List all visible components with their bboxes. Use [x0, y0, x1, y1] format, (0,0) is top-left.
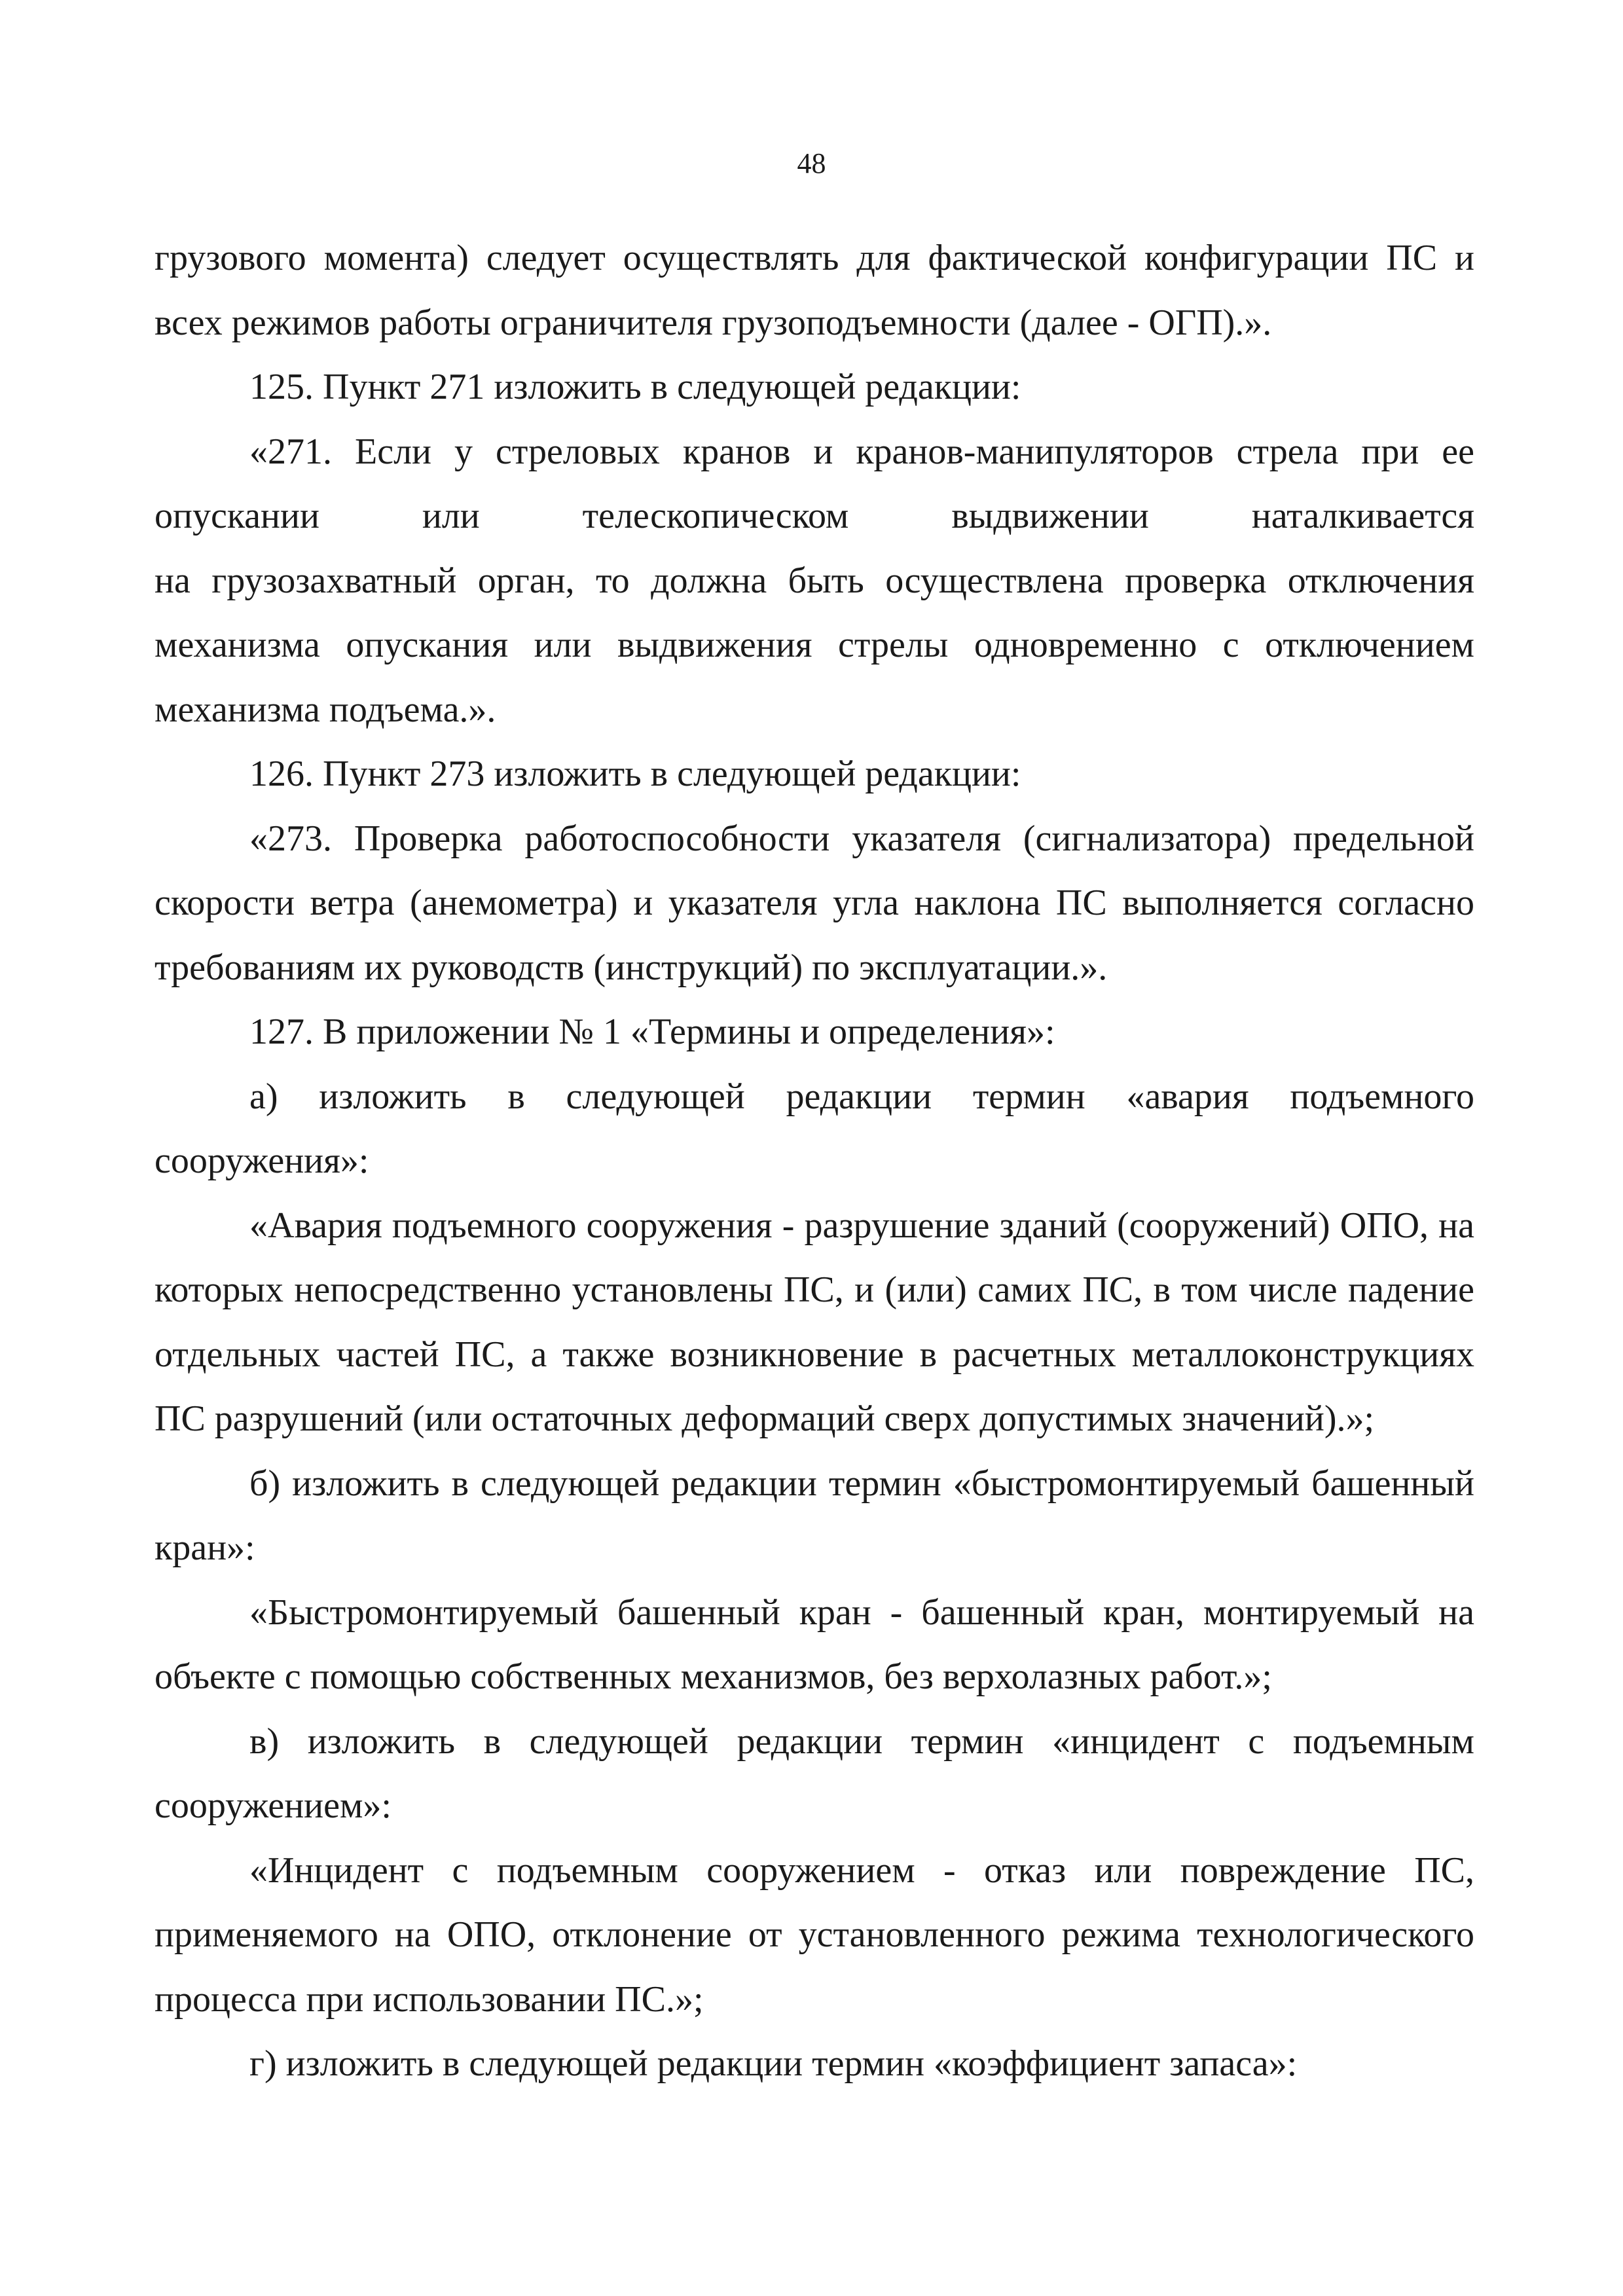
paragraph-definition-crane: «Быстромонтируемый башенный кран - башенный кран, монтируемый на объекте с помощью собственных механизмов, без верхолазных работ.»;: [155, 1592, 1474, 1697]
paragraph-definition-accident: «Авария подъемного сооружения - разрушение зданий (сооружений) ОПО, на которых непосредственно установлены ПС, и (или) самих ПС, в том числе падение отдельных частей ПС, а также возникновение в расчетных металлоконструкциях ПС разрушений (или остаточных деформаций сверх допустимых значений).»;: [155, 1205, 1474, 1439]
paragraph-quote-273: «273. Проверка работоспособности указателя (сигнализатора) предельной скорости ветра (анемометра) и указателя угла наклона ПС выполняется согласно требованиям их руководств (инструкций) по эксплуатации.».: [155, 818, 1474, 988]
paragraph-item-125: 125. Пункт 271 изложить в следующей редакции:: [249, 367, 1021, 407]
paragraph-quote-271-continued: на грузозахватный орган, то должна быть осуществлена проверка отключения механизма опускания или выдвижения стрелы одновременно с отключением механизма подъема.».: [155, 560, 1474, 730]
paragraph-continuation: грузового момента) следует осуществлять для фактической конфигурации ПС и всех режимов работы ограничителя грузоподъемности (далее - ОГП).».: [155, 238, 1474, 343]
paragraph-definition-incident: «Инцидент с подъемным сооружением - отказ или повреждение ПС, применяемого на ОПО, отклонение от установленного режима технологического процесса при использовании ПС.»;: [155, 1850, 1474, 2020]
page-number: 48: [797, 147, 826, 179]
paragraph-subitem-g: г) изложить в следующей редакции термин «коэффициент запаса»:: [249, 2043, 1298, 2084]
paragraph-quote-271: «271. Если у стреловых кранов и кранов-манипуляторов стрела при ее опускании или телескопическом выдвижении наталкивается: [155, 431, 1474, 536]
paragraph-subitem-b: б) изложить в следующей редакции термин «быстромонтируемый башенный кран»:: [155, 1463, 1474, 1568]
paragraph-subitem-a: а) изложить в следующей редакции термин «авария подъемного сооружения»:: [155, 1076, 1474, 1181]
paragraph-item-127: 127. В приложении № 1 «Термины и определения»:: [249, 1011, 1055, 1052]
document-body: [155, 226, 1474, 2096]
paragraph-subitem-v: в) изложить в следующей редакции термин «инцидент с подъемным сооружением»:: [155, 1721, 1474, 1826]
paragraph-item-126: 126. Пункт 273 изложить в следующей редакции:: [249, 754, 1021, 794]
